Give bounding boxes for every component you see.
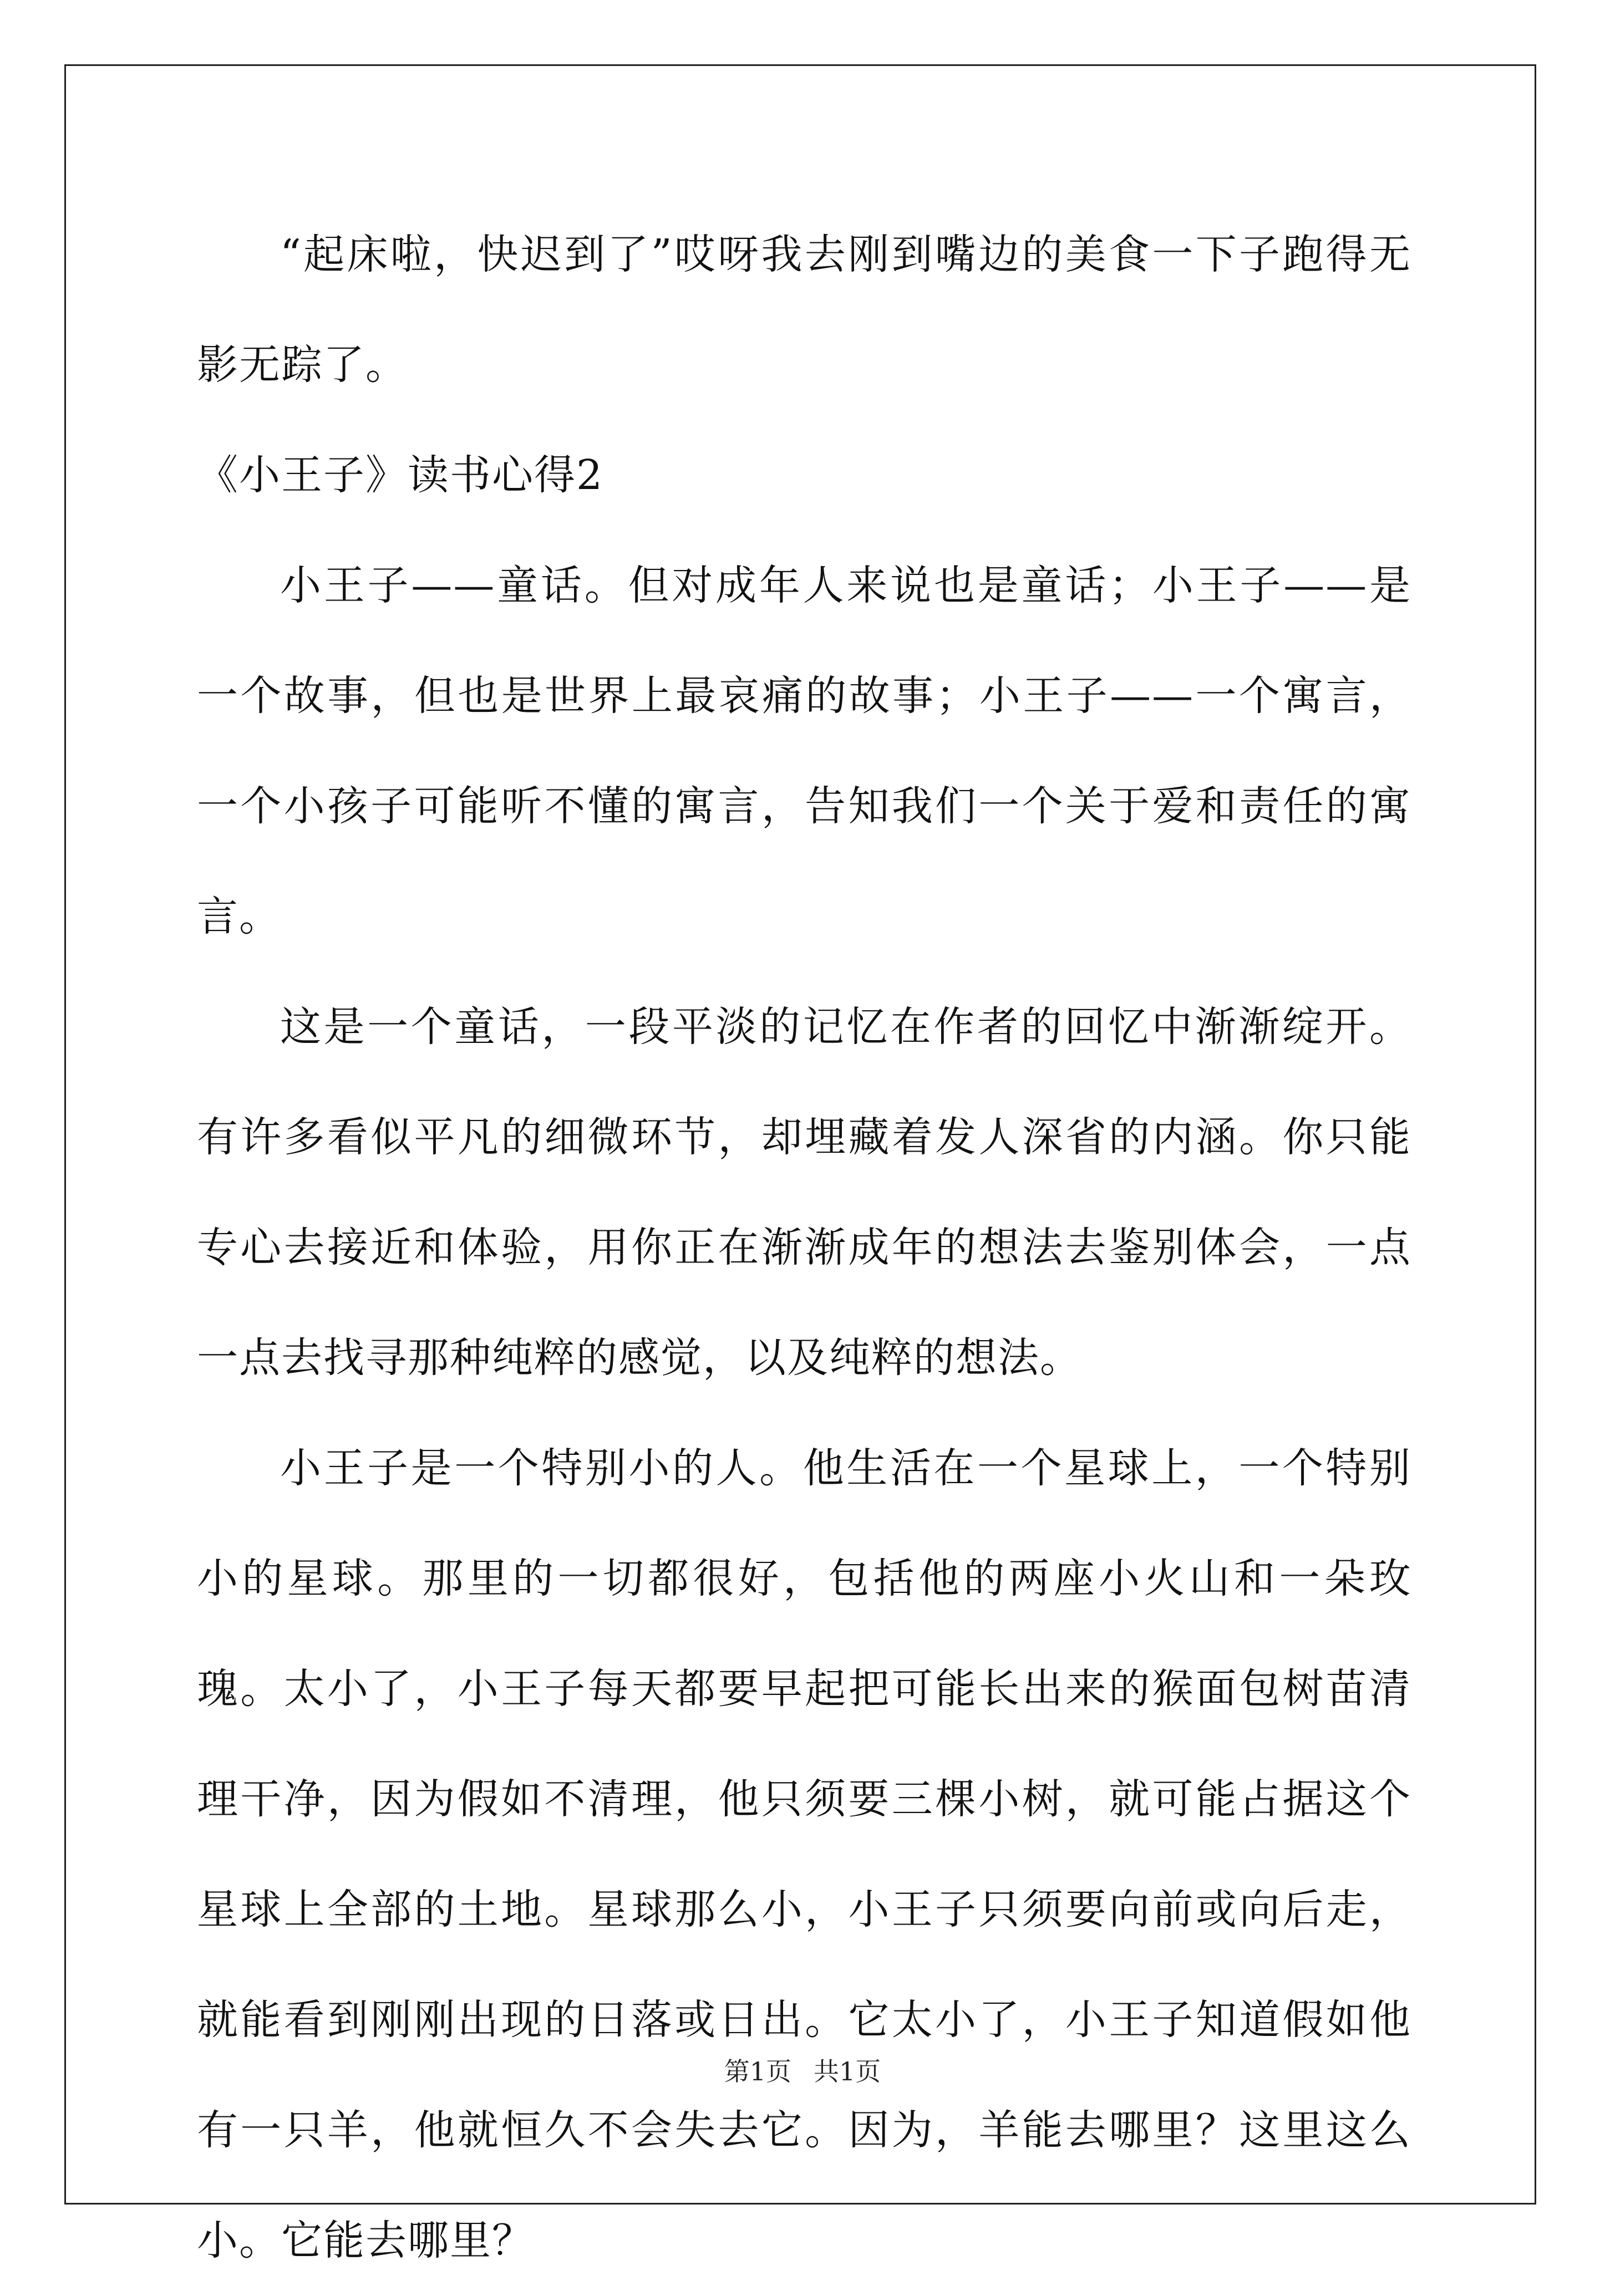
document-body — [197, 200, 1411, 2296]
total-pages: 共1页 — [814, 2056, 881, 2086]
page-footer — [0, 2051, 1605, 2088]
paragraph-2: 这是一个童话，一段平淡的记忆在作者的回忆中渐渐绽开。有许多看似平凡的细微环节，却埋藏着发人深省的内涵。你只能专心去接近和体验，用你正在渐渐成年的想法去鉴别体会，一点一点去找寻那种纯粹的感觉，以及纯粹的想法。 — [197, 1003, 1411, 1382]
paragraph-intro: “起床啦，快迟到了”哎呀我去刚到嘴边的美食一下子跑得无影无踪了。 — [197, 231, 1411, 389]
paragraph-1: 小王子——童话。但对成年人来说也是童话；小王子——是一个故事，但也是世界上最哀痛的故事；小王子——一个寓言，一个小孩子可能听不懂的寓言，告知我们一个关于爱和责任的寓言。 — [197, 562, 1411, 940]
paragraph-3: 小王子是一个特别小的人。他生活在一个星球上，一个特别小的星球。那里的一切都很好，包括他的两座小火山和一朵玫瑰。太小了，小王子每天都要早起把可能长出来的猴面包树苗清理干净，因为假如不清理，他只须要三棵小树，就可能占据这个星球上全部的土地。星球那么小，小王子只须要向前或向后走，就能看到刚刚出现的日落或日出。它太小了，小王子知道假如他有一只羊，他就恒久不会失去它。因为，羊能去哪里？这里这么小。它能去哪里？ — [197, 1444, 1411, 2264]
section-heading: 《小王子》读书心得2 — [197, 451, 604, 499]
page-number: 第1页 — [724, 2056, 791, 2086]
